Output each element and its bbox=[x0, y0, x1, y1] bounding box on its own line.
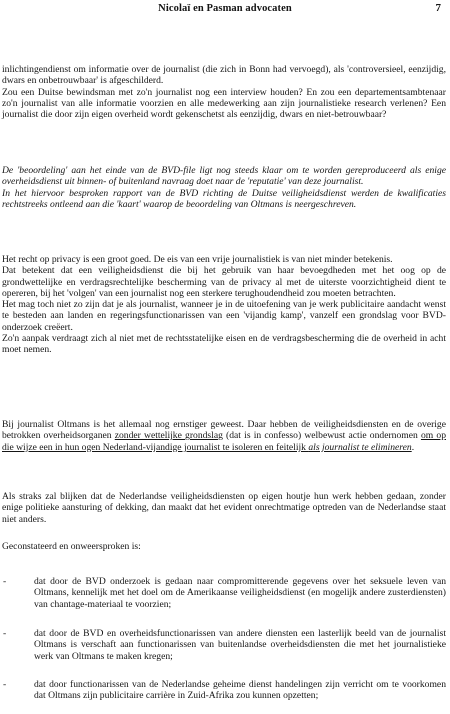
list-item-text: dat door de BVD onderzoek is gedaan naar compromitterende gegevens over het seksuele leven van Oltmans, kennelijk met het doel om de Amerikaanse veiligheidsdienst (en mogelijk andere zusterdiensten) van chantage-materiaal te voorzien; bbox=[34, 576, 446, 610]
italic-quote-section bbox=[2, 165, 446, 210]
oltmans-paragraph bbox=[2, 419, 446, 453]
privacy-paragraph-3: Het mag toch niet zo zijn dat je als journalist, wanneer je in de uitoefening van je werk publicitaire aandacht wenst te besteden aan landen en regeringsfunctionarissen van een 'vijandig kamp', vanzelf een grondslag voor BVD-onderzoek creëert. bbox=[2, 299, 446, 333]
oltmans-text-3: . bbox=[411, 441, 415, 453]
oltmans-text-2: (dat is in confesso) welbewust actie ondernomen bbox=[222, 430, 421, 442]
privacy-paragraph-2: Dat betekent dat een veiligheidsdienst die bij het gebruik van haar bevoegdheden met het oog op de grondwettelijke en verdragsrechtelijke bescherming van de privacy al met de uiterste voorzichtigheid dient te opereren, bij het 'volgen' van een journalist nog een sterkere terughoudendheid zou moeten betrachten. bbox=[2, 265, 446, 299]
intro-paragraph-1: inlichtingendienst om informatie over de journalist (die zich in Bonn had vervoegd), als 'controversieel, eenzijdig, dwars en onbetrouwbaar' is afgeschilderd. bbox=[2, 64, 446, 87]
intro-paragraph-2: Zou een Duitse bewindsman met zo'n journalist nog een interview houden? En zou een departementsambtenaar zo'n journalist van alle informatie voorzien en alle medewerking aan zijn journalistieke research verlenen? Een journalist die door zijn eigen overheid wordt gekenschetst als eenzijdig, dwars en niet-betrouwbaar? bbox=[2, 86, 446, 121]
list-dash: - bbox=[3, 679, 7, 690]
underlined-eliminate-journalist: als journalist te elimineren bbox=[308, 441, 412, 453]
list-item-text: dat door de BVD en overheidsfunctionarissen van andere diensten een lasterlijk beeld van de journalist Oltmans is verschaft aan functionarissen van buitenlandse overheidsdiensten die met het journalistieke werk van Oltmans te maken kregen; bbox=[34, 628, 446, 662]
privacy-paragraph-4: Zo'n aanpak verdraagt zich al niet met de rechtsstatelijke eisen en de verdragsbescherming die de overheid in acht moet nemen. bbox=[2, 333, 446, 356]
list-dash: - bbox=[3, 628, 7, 639]
findings-heading-block bbox=[2, 541, 446, 552]
privacy-paragraph-1: Het recht op privacy is een groot goed. De eis van een vrije journalistiek is van niet minder betekenis. bbox=[2, 254, 393, 265]
list-item bbox=[2, 679, 446, 702]
oltmans-section bbox=[2, 419, 446, 453]
page-number: 7 bbox=[435, 2, 441, 14]
findings-heading: Geconstateerd en onweersproken is: bbox=[2, 541, 141, 552]
running-title: Nicolaï en Pasman advocaten bbox=[158, 3, 292, 14]
privacy-section bbox=[2, 254, 446, 356]
list-item-text: dat door functionarissen van de Nederlandse geheime dienst handelingen zijn verricht om te voorkomen dat Oltmans zijn publicitaire carrière in Zuid-Afrika zou kunnen opzetten; bbox=[34, 679, 446, 702]
conclusion-paragraph: Als straks zal blijken dat de Nederlandse veiligheidsdiensten op eigen houtje hun werk hebben gedaan, zonder enige politieke aansturing of dekking, dan maakt dat het evident onrechtmatige optreden van de Nederlandse staat niet anders. bbox=[2, 491, 446, 525]
list-item bbox=[2, 628, 446, 662]
quote-paragraph-1: De 'beoordeling' aan het einde van de BVD-file ligt nog steeds klaar om te worden gereproduceerd als enige overheidsdienst uit binnen- of buitenland navraag doet naar de 'reputatie' van deze journalist. bbox=[2, 165, 446, 188]
quote-paragraph-2: In het hiervoor besproken rapport van de BVD richting de Duitse veiligheidsdienst werden de kwalificaties rechtstreeks ontleend aan die 'kaart' waarop de beoordeling van Oltmans is neergeschreven. bbox=[2, 187, 446, 210]
list-item bbox=[2, 576, 446, 610]
underlined-no-legal-basis: zonder wettelijke grondslag bbox=[114, 430, 223, 442]
oltmans-text-1: Bij journalist Oltmans is het allemaal nog ernstiger geweest. Daar hebben de veiligheidsdiensten en de overige betrokken overheidsorganen bbox=[2, 419, 446, 442]
list-dash: - bbox=[3, 576, 7, 587]
intro-section bbox=[2, 64, 446, 120]
underlined-isolate-journalist: om op die wijze een in hun ogen Nederland-vijandige journalist te isoleren en feitelijk bbox=[2, 430, 446, 453]
conclusion-section bbox=[2, 491, 446, 525]
page-header bbox=[0, 3, 450, 17]
